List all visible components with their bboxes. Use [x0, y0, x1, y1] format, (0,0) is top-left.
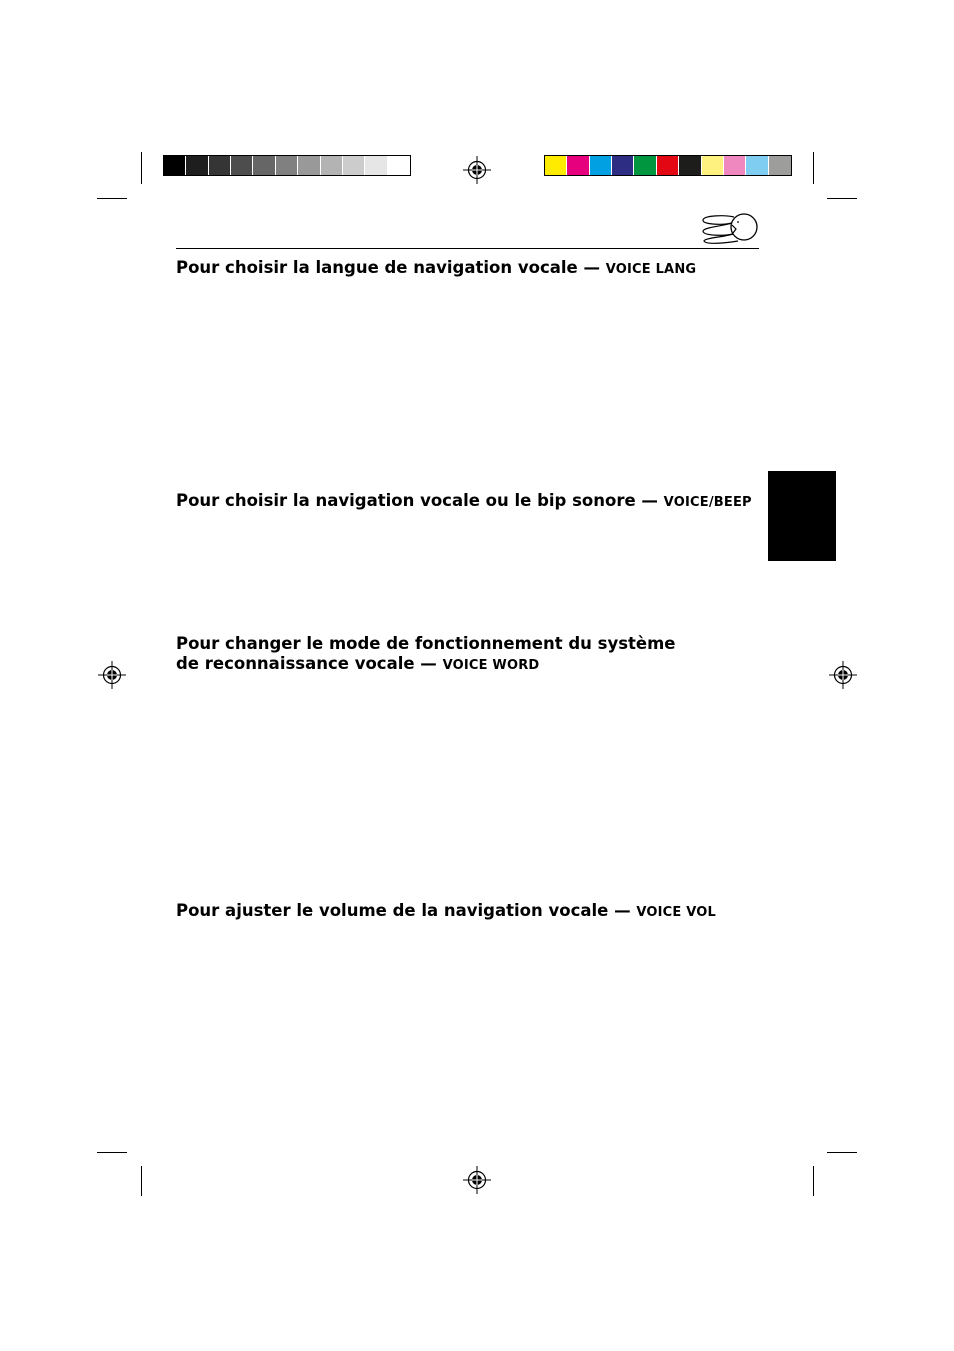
- color-swatch: [724, 156, 746, 175]
- color-swatch: [657, 156, 679, 175]
- color-swatch: [769, 156, 791, 175]
- color-swatch: [276, 156, 298, 175]
- registration-mark-icon: [463, 156, 491, 184]
- voice-head-icon: [698, 211, 760, 245]
- color-swatch: [209, 156, 231, 175]
- color-swatch: [545, 156, 567, 175]
- color-swatch: [702, 156, 724, 175]
- section-heading-voice-word: [176, 634, 676, 676]
- section-heading-voice-lang: [176, 258, 696, 280]
- crop-mark: [827, 1152, 857, 1153]
- color-swatch: [164, 156, 186, 175]
- heading-text: Pour choisir la langue de navigation vocale —: [176, 258, 606, 277]
- crop-mark: [97, 1152, 127, 1153]
- color-swatch: [567, 156, 589, 175]
- color-swatch: [746, 156, 768, 175]
- heading-text: de reconnaissance vocale —: [176, 654, 443, 673]
- crop-mark: [141, 152, 142, 184]
- crop-mark: [97, 198, 127, 199]
- heading-text: Pour ajuster le volume de la navigation vocale —: [176, 901, 637, 920]
- section-heading-voice-beep: [176, 491, 752, 513]
- registration-mark-icon: [98, 661, 126, 689]
- color-swatch: [253, 156, 275, 175]
- color-swatch: [343, 156, 365, 175]
- color-swatch: [388, 156, 410, 175]
- crop-mark: [141, 1166, 142, 1196]
- heading-code: VOICE/BEEP: [663, 495, 752, 510]
- crop-mark: [813, 152, 814, 184]
- language-side-tab: [768, 471, 836, 561]
- heading-code: VOICE WORD: [442, 658, 540, 673]
- registration-mark-icon: [829, 661, 857, 689]
- heading-text: Pour choisir la navigation vocale ou le bip sonore —: [176, 491, 664, 510]
- heading-code: VOICE VOL: [636, 905, 716, 920]
- section-heading-voice-vol: [176, 901, 716, 923]
- crop-mark: [813, 1166, 814, 1196]
- color-calibration-bar: [544, 155, 792, 176]
- color-swatch: [298, 156, 320, 175]
- color-swatch: [679, 156, 701, 175]
- crop-mark: [827, 198, 857, 199]
- header-rule: [176, 248, 759, 249]
- color-swatch: [186, 156, 208, 175]
- heading-line: Pour changer le mode de fonctionnement du système: [176, 634, 676, 653]
- registration-mark-icon: [463, 1166, 491, 1194]
- color-swatch: [612, 156, 634, 175]
- color-swatch: [634, 156, 656, 175]
- heading-code: VOICE LANG: [605, 262, 697, 277]
- color-swatch: [231, 156, 253, 175]
- gray-calibration-bar: [163, 155, 411, 176]
- color-swatch: [590, 156, 612, 175]
- color-swatch: [365, 156, 387, 175]
- color-swatch: [321, 156, 343, 175]
